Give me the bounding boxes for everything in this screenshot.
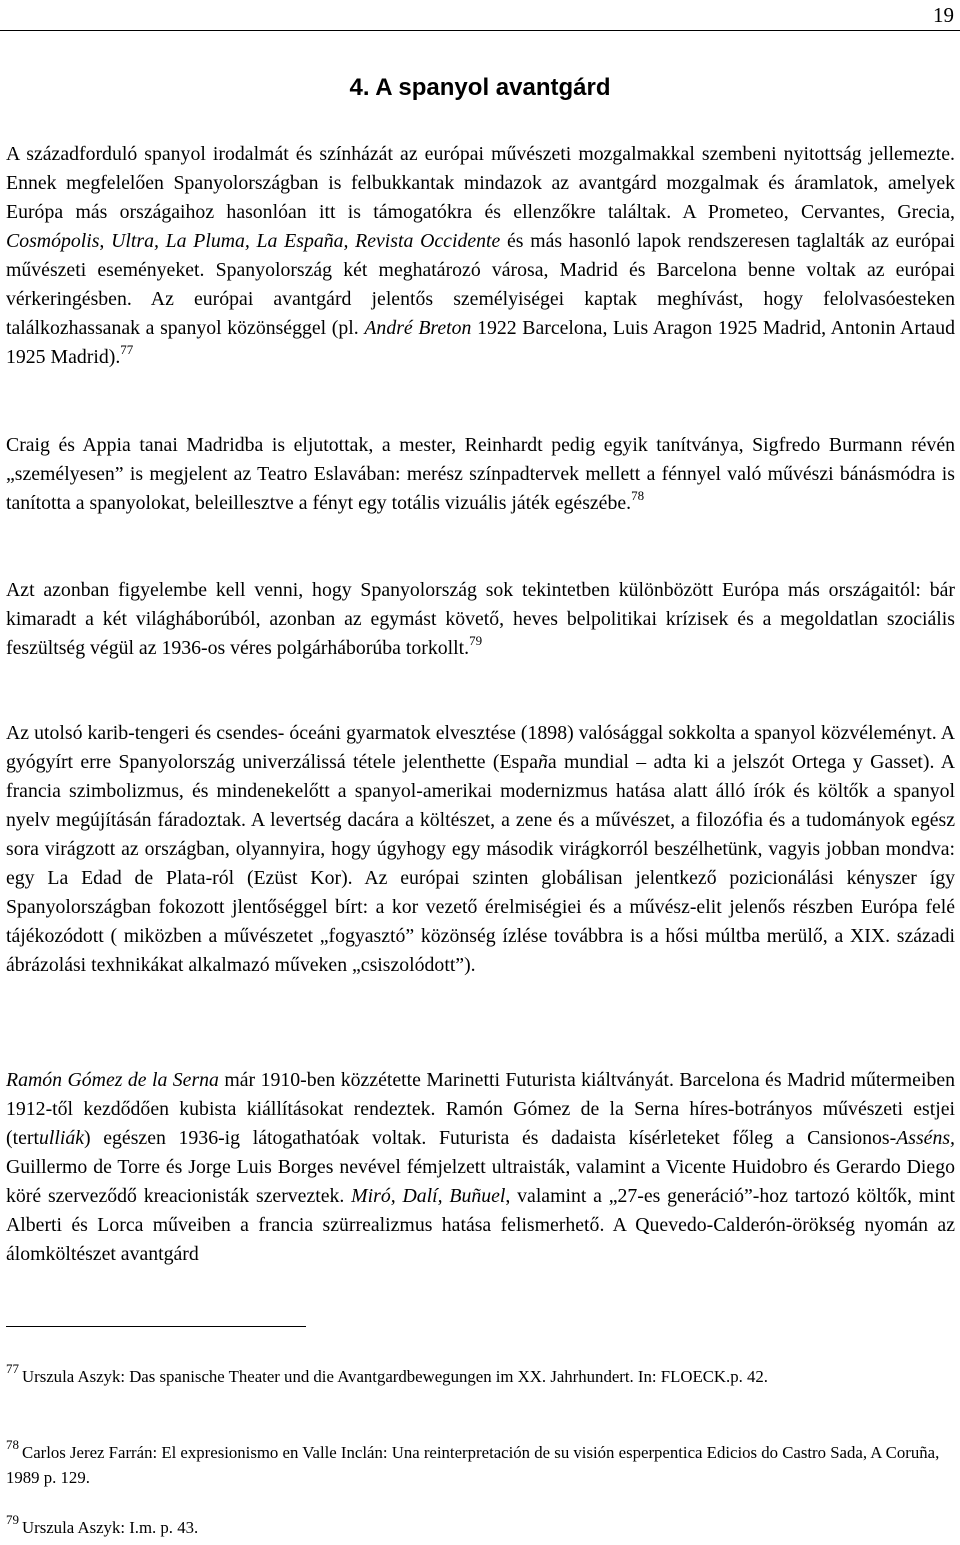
- footnote-number: 79: [6, 1512, 19, 1527]
- paragraph-3-text: Azt azonban figyelembe kell venni, hogy Spanyolország sok tekintetben különbözött Európa más országaitól: bár kimaradt a két világháborúból, azonban az egymást követő, heves belpolitikai krízisek és a megoldatlan szociális feszültség végül az 1936-os véres polgárháborúba torkollt.: [6, 579, 955, 659]
- footnote-number: 78: [6, 1437, 19, 1452]
- paragraph-5-text-c: Guillermo de Torre és Jorge Luis Borges nevével fémjelzett ultraisták, valamint a Vicente Huidobro és Gerardo Diego köré szerveződő kreacionisták szerveztek.: [6, 1156, 955, 1207]
- paragraph-5-text-a: már 1910-ben közzétette Marinetti Futurista kiáltványát. Barcelona és Madrid műtermeiben 1912-től kezdődően kubista kiállításokat rendeztek. Ramón Gómez de la Serna híres-botrányos művészeti estjei (tert: [6, 1069, 956, 1149]
- paragraph-1: [6, 140, 955, 372]
- paragraph-1-text-a: A századforduló spanyol irodalmát és színházát az európai művészeti mozgalmakkal szembeni nyitottság jellemezte. Ennek megfelelően Spanyolországban is felbukkantak mindazok az avantgárd mozgalmak és áramlatok, amelyek Európa más országaihoz hasonlóan itt is támogatókra és ellenzőkre találtak. A Prometeo, Cervantes, Grecia,: [6, 143, 955, 223]
- paragraph-4-text-a: Az utolsó karib-tengeri és csendes- óceáni gyarmatok elvesztése (1898) valósággal sokkolta a spanyol közvéleményt. A gyógyírt erre Spanyolország univerzálissá tétele jelenthette (Espa: [6, 722, 955, 773]
- footnote-ref-78[interactable]: 78: [631, 488, 645, 503]
- footnote-text: Urszula Aszyk: I.m. p. 43.: [22, 1518, 199, 1537]
- paragraph-1-italic-journals: Cosmópolis, Ultra, La Pluma, La España, Revista Occidente: [6, 230, 501, 252]
- paragraph-1-text-b: és más hasonló lapok rendszeresen taglalták az európai művészeti eseményeket. Spanyolország két meghatározó városa, Madrid és Barcelona benne voltak az európai vérkeringésben. Az európai avantgárd jelentős személyiségei kaptak meghívást, hogy felolvasóesteken találkozhassanak a spanyol közönséggel (pl.: [6, 230, 955, 339]
- paragraph-1-italic-breton: André Breton: [364, 317, 472, 339]
- chapter-title: 4. A spanyol avantgárd: [349, 74, 611, 101]
- footnote-text: Carlos Jerez Farrán: El expresionismo en Valle Inclán: Una reinterpretación de su visión esperpentica Edicios do Castro Sada, A Coruña, 1989 p. 129.: [6, 1443, 940, 1487]
- paragraph-5-italic-miro-dali-bunuel: Miró, Dalí, Buñuel: [351, 1185, 506, 1207]
- paragraph-5-italic-tertulliak: ulliák: [38, 1127, 85, 1149]
- footnote-text: Urszula Aszyk: Das spanische Theater und die Avantgardbewegungen im XX. Jahrhundert. In: FLOECK.p. 42.: [22, 1367, 768, 1386]
- paragraph-4: [6, 719, 955, 980]
- header-rule: [0, 30, 960, 31]
- paragraph-5-italic-serna: Ramón Gómez de la Serna: [6, 1069, 219, 1091]
- footnote-ref-77[interactable]: 77: [120, 342, 134, 357]
- footnote-77: [6, 1361, 951, 1389]
- footnote-separator: [6, 1326, 306, 1327]
- paragraph-5: [6, 1066, 955, 1269]
- footnote-79: [6, 1512, 951, 1540]
- footnote-ref-79[interactable]: 79: [469, 633, 483, 648]
- paragraph-3: [6, 576, 955, 663]
- paragraph-2-text: Craig és Appia tanai Madridba is eljutottak, a mester, Reinhardt pedig egyik tanítványa, Sigfredo Burmann révén „személyesen” is megjelent az Teatro Eslavában: merész színpadtervek mellett a fénnyel való művészi bánásmódra is tanította a spanyolokat, beleillesztve a fényt egy totális vizuális játék egészébe.: [6, 434, 955, 514]
- footnote-number: 77: [6, 1361, 19, 1376]
- paragraph-5-text-b: ) egészen 1936-ig látogathatóak voltak. Futurista és dadaista kísérleteket főleg a Cansionos-: [84, 1127, 897, 1149]
- paragraph-2: [6, 431, 955, 518]
- page-number: 19: [933, 3, 954, 27]
- paragraph-1-text-c: 1922 Barcelona, Luis Aragon 1925 Madrid, Antonin Artaud 1925 Madrid).: [6, 317, 955, 368]
- paragraph-4-text-b: a mundial – adta ki a jelszót Ortega y Gasset). A francia szimbolizmus, és mindenekelőtt a spanyol-amerikai modernizmus hatása alatt álló írók és költők a spanyol nyelv megújításán fáradoztak. A levertség dacára a költészet, a zene és a művészet, a filozófia és a tudományok egész sora virágzott az országban, olyannyira, hogy úgyhogy egy második virágkorról beszélhetünk, vagyis jobban mondva: egy La Edad de Plata-ról (Ezüst Kor). Az európai szinten globálisan jelentkező pozicionálási kényszer így Spanyolországban fokozott jlentőséggel bírt: a kor vezető érelmiségiei és a művész-elit jelenős részben Európa felé tájékozódott ( miközben a művészetet „fogyasztó” közönség ízlése továbbra is a hősi múltba merülő, a XIX. századi ábrázolási texhnikákat alkalmazó műveken „csiszolódott”).: [6, 751, 955, 976]
- paragraph-4-italic-enye: ñ: [537, 751, 548, 773]
- paragraph-5-italic-assens: Asséns,: [896, 1127, 955, 1149]
- paragraph-5-text-d: , valamint a „27-es generáció”-hoz tartozó költők, mint Alberti és Lorca műveiben a francia szürrealizmus hatása felismerhető. A Quevedo-Calderón-örökség nyomán az álomköltészet avantgárd: [6, 1185, 956, 1265]
- footnote-78: [6, 1437, 951, 1490]
